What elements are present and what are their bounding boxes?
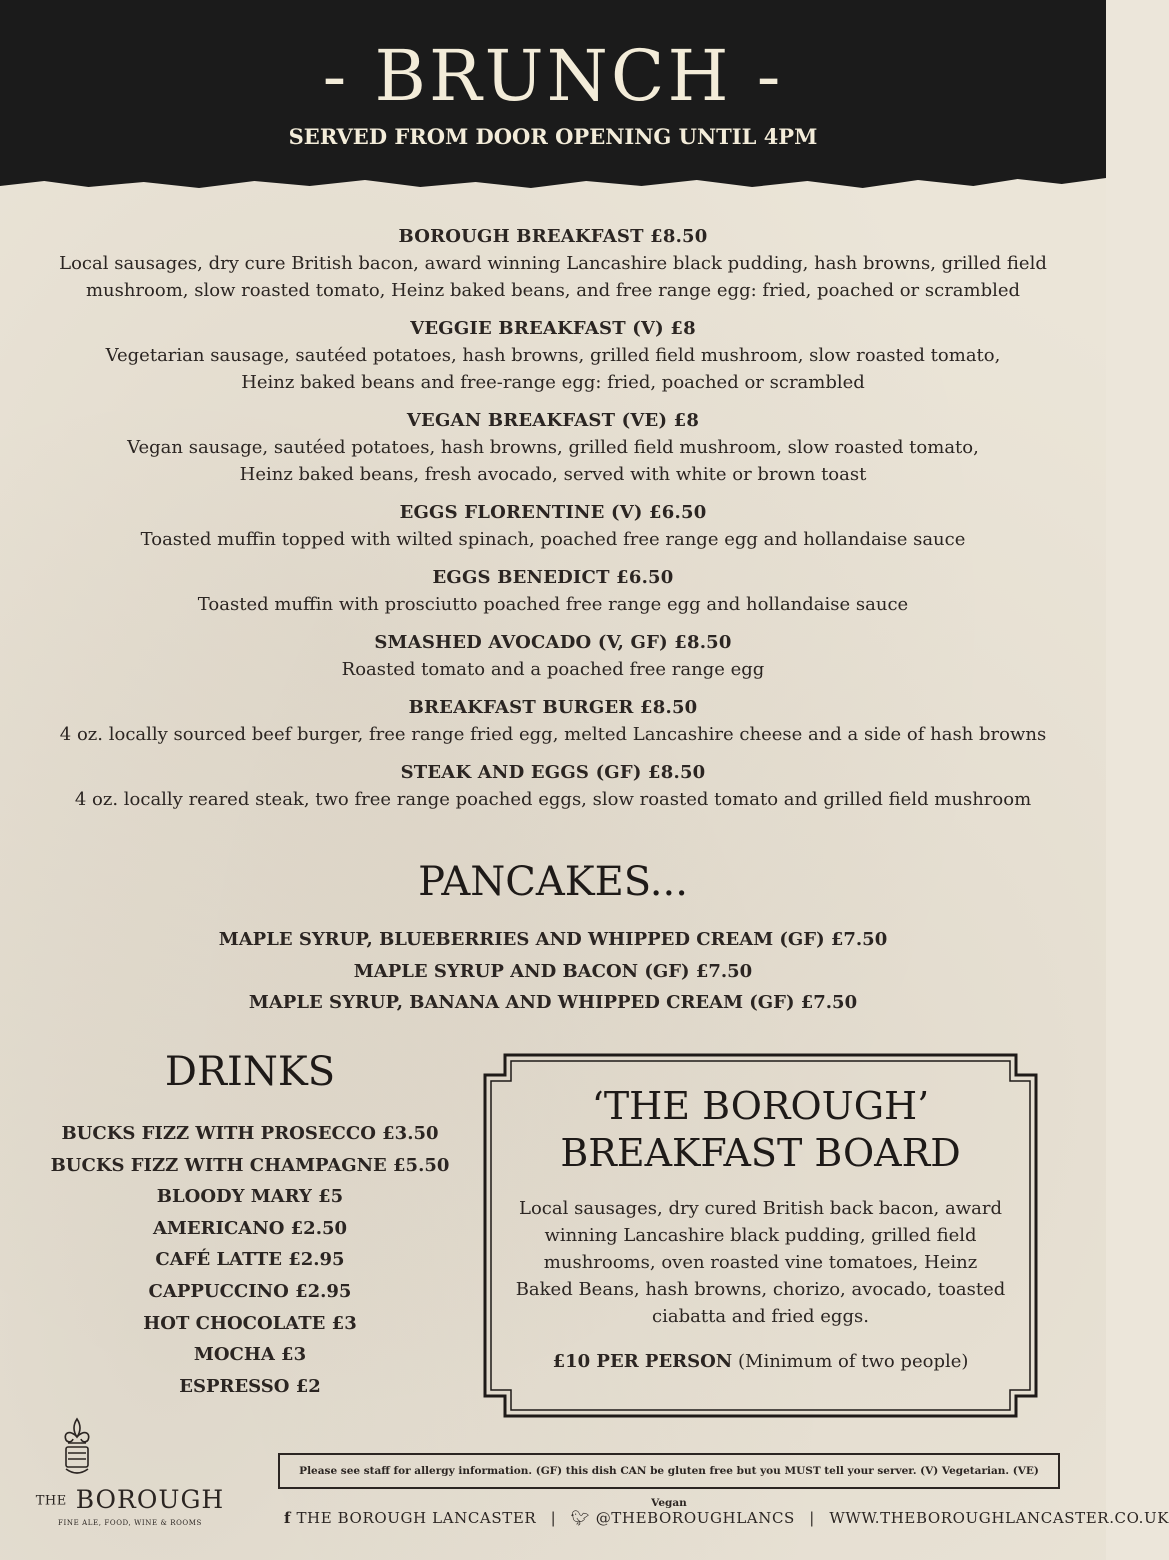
breakfast-board-panel bbox=[483, 1053, 1038, 1418]
menu-item-desc: Heinz baked beans, fresh avocado, served with white or brown toast bbox=[239, 464, 867, 485]
menu-item-desc: Local sausages, dry cure British bacon, award winning Lancashire black pudding, hash browns, grilled field bbox=[59, 253, 1047, 274]
menu-item bbox=[40, 224, 1066, 304]
drink-item: AMERICANO £2.50 bbox=[152, 1217, 348, 1239]
board-desc-line: Local sausages, dry cured British back bacon, award bbox=[519, 1198, 1002, 1219]
pancakes-list bbox=[0, 924, 1106, 1019]
board-desc-line: Baked Beans, hash browns, chorizo, avocado, toasted bbox=[515, 1279, 1006, 1300]
menu-item-name: BOROUGH BREAKFAST £8.50 bbox=[398, 226, 708, 247]
menu-item-desc: mushroom, slow roasted tomato, Heinz baked beans, and free range egg: fried, poached or scrambled bbox=[85, 280, 1021, 301]
logo-tagline: FINE ALE, FOOD, WINE & ROOMS bbox=[58, 1519, 202, 1527]
board-price-note: (Minimum of two people) bbox=[738, 1351, 969, 1372]
page-title: - BRUNCH - bbox=[322, 35, 784, 117]
logo-wordmark bbox=[30, 1485, 230, 1517]
menu-item bbox=[40, 760, 1066, 813]
board-title-line: ‘THE BOROUGH’ bbox=[591, 1084, 930, 1128]
pancakes-heading: PANCAKES... bbox=[418, 859, 688, 905]
board-description bbox=[513, 1195, 1008, 1330]
board-desc-line: ciabatta and fried eggs. bbox=[652, 1306, 869, 1327]
facebook-link[interactable] bbox=[284, 1507, 536, 1529]
drink-item: BUCKS FIZZ WITH CHAMPAGNE £5.50 bbox=[50, 1154, 450, 1176]
drink-item: CAFÉ LATTE £2.95 bbox=[155, 1249, 345, 1271]
menu-item-desc: Vegetarian sausage, sautéed potatoes, hash browns, grilled field mushroom, slow roasted tomato, bbox=[105, 345, 1001, 366]
pancake-item: MAPLE SYRUP AND BACON (GF) £7.50 bbox=[353, 960, 753, 982]
menu-item bbox=[40, 695, 1066, 748]
menu-item bbox=[40, 408, 1066, 488]
menu-item-desc: Heinz baked beans and free-range egg: fried, poached or scrambled bbox=[241, 372, 865, 393]
drink-item: BLOODY MARY £5 bbox=[156, 1186, 344, 1208]
menu-item-desc: Vegan sausage, sautéed potatoes, hash browns, grilled field mushroom, slow roasted tomato, bbox=[127, 437, 979, 458]
drink-item: HOT CHOCOLATE £3 bbox=[143, 1312, 357, 1334]
pancake-item: MAPLE SYRUP, BANANA AND WHIPPED CREAM (GF) £7.50 bbox=[248, 992, 858, 1013]
board-price: £10 PER PERSON bbox=[552, 1351, 733, 1372]
website-link[interactable]: WWW.THEBOROUGHLANCASTER.CO.UK bbox=[829, 1509, 1169, 1527]
board-desc-line: mushrooms, oven roasted vine tomatoes, Heinz bbox=[543, 1252, 978, 1273]
twitter-icon: 🐦︎ bbox=[570, 1509, 591, 1527]
menu-item-desc: 4 oz. locally sourced beef burger, free range fried egg, melted Lancashire cheese and a side of hash browns bbox=[59, 724, 1047, 745]
menu-item-name: EGGS FLORENTINE (V) £6.50 bbox=[399, 502, 707, 523]
drink-item: CAPPUCCINO £2.95 bbox=[148, 1280, 352, 1302]
board-title-line: BREAKFAST BOARD bbox=[560, 1131, 961, 1175]
menu-item-desc: 4 oz. locally reared steak, two free range poached eggs, slow roasted tomato and grilled field mushroom bbox=[74, 789, 1032, 810]
footer-links bbox=[284, 1507, 1169, 1529]
twitter-link[interactable] bbox=[571, 1507, 795, 1529]
logo-prefix: THE bbox=[35, 1493, 67, 1509]
page-subtitle: SERVED FROM DOOR OPENING UNTIL 4PM bbox=[288, 124, 818, 149]
menu-item-name: SMASHED AVOCADO (V, GF) £8.50 bbox=[374, 632, 732, 653]
allergy-notice: Please see staff for allergy information. (GF) this dish CAN be gluten free but you MUST tell your server. (V) Vegetarian. (VE) Vegan bbox=[278, 1453, 1060, 1489]
menu-item bbox=[40, 316, 1066, 396]
drink-item: BUCKS FIZZ WITH PROSECCO £3.50 bbox=[61, 1123, 439, 1144]
menu-item-name: EGGS BENEDICT £6.50 bbox=[432, 567, 674, 588]
logo-name: BOROUGH bbox=[75, 1485, 225, 1514]
menu-item-name: STEAK AND EGGS (GF) £8.50 bbox=[400, 762, 706, 783]
fleur-de-lis-crest-icon bbox=[30, 1413, 230, 1483]
drink-item: MOCHA £3 bbox=[193, 1344, 307, 1366]
drinks-heading: DRINKS bbox=[164, 1049, 336, 1095]
brunch-menu bbox=[40, 224, 1066, 825]
menu-item-name: VEGGIE BREAKFAST (V) £8 bbox=[410, 318, 696, 339]
menu-item-desc: Toasted muffin topped with wilted spinach, poached free range egg and hollandaise sauce bbox=[140, 529, 966, 550]
footer-separator: | bbox=[550, 1509, 557, 1527]
board-desc-line: winning Lancashire black pudding, grilled field bbox=[544, 1225, 977, 1246]
menu-item-name: VEGAN BREAKFAST (VE) £8 bbox=[406, 410, 700, 431]
menu-item-name: BREAKFAST BURGER £8.50 bbox=[408, 697, 698, 718]
menu-item bbox=[40, 565, 1066, 618]
footer-separator: | bbox=[809, 1509, 815, 1527]
board-price-line bbox=[483, 1348, 1038, 1375]
facebook-icon: f bbox=[284, 1509, 292, 1527]
menu-item-desc: Toasted muffin with prosciutto poached free range egg and hollandaise sauce bbox=[197, 594, 909, 615]
menu-item bbox=[40, 500, 1066, 553]
menu-item-desc: Roasted tomato and a poached free range egg bbox=[341, 659, 765, 680]
twitter-label: @THEBOROUGHLANCS bbox=[595, 1509, 795, 1527]
menu-item bbox=[40, 630, 1066, 683]
drink-item: ESPRESSO £2 bbox=[179, 1375, 321, 1397]
borough-logo bbox=[30, 1413, 230, 1533]
pancake-item: MAPLE SYRUP, BLUEBERRIES AND WHIPPED CREAM (GF) £7.50 bbox=[218, 929, 888, 950]
facebook-label: THE BOROUGH LANCASTER bbox=[296, 1509, 537, 1527]
drinks-list bbox=[40, 1118, 460, 1402]
board-title bbox=[483, 1083, 1038, 1177]
